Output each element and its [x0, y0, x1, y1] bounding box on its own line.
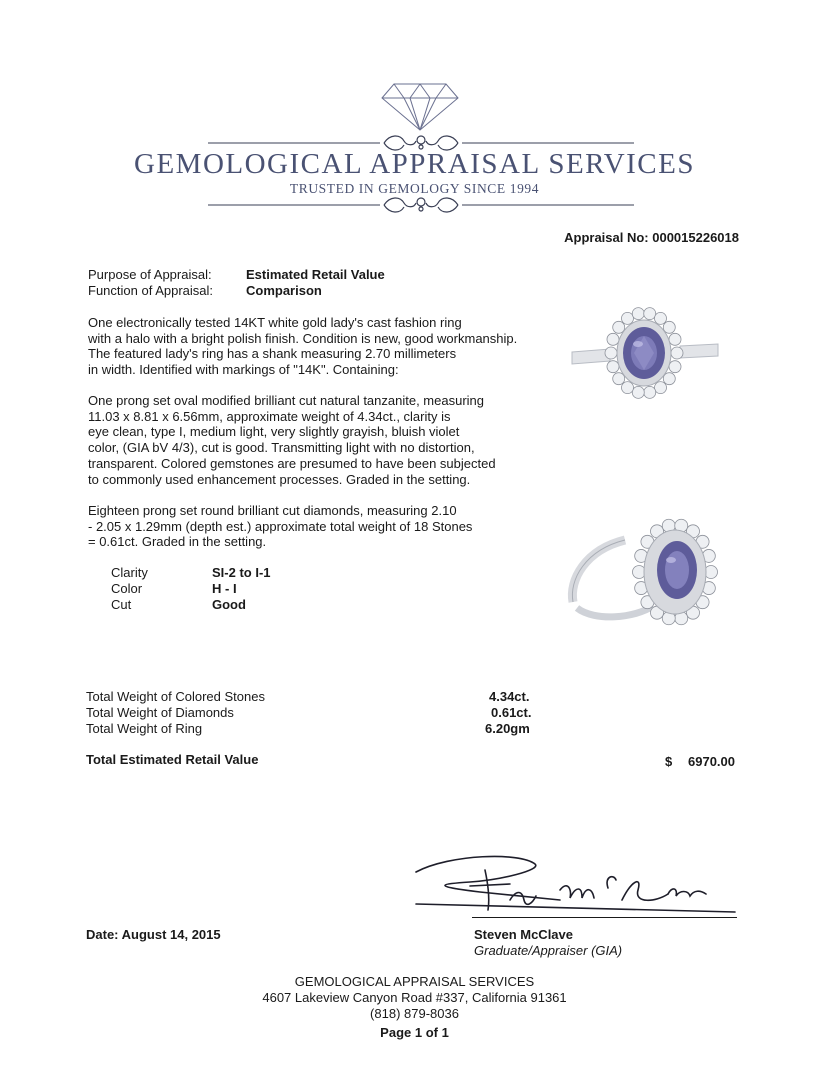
total-diamonds-value: 0.61ct. — [491, 705, 532, 720]
purpose-label: Purpose of Appraisal: — [88, 267, 212, 282]
appraiser-name: Steven McClave — [474, 927, 573, 942]
cut-value: Good — [212, 597, 246, 612]
halo-diamond — [644, 308, 656, 320]
company-tagline: TRUSTED IN GEMOLOGY SINCE 1994 — [289, 181, 540, 196]
function-label: Function of Appraisal: — [88, 283, 214, 298]
cut-label: Cut — [111, 597, 132, 612]
footer-address: 4607 Lakeview Canyon Road #337, California 91361 — [262, 990, 567, 1005]
halo-diamond — [622, 312, 634, 324]
diamond-description — [88, 503, 558, 550]
description-line: transparent. Colored gemstones are presumed to have been subjected — [88, 455, 496, 471]
description-line: - 2.05 x 1.29mm (depth est.) approximate total weight of 18 Stones — [88, 518, 473, 534]
company-logo-name: GEMOLOGICAL APPRAISAL SERVICES — [134, 148, 695, 180]
footer-phone: (818) 879-8036 — [370, 1006, 459, 1021]
ring-top-view-image — [570, 300, 720, 410]
function-value: Comparison — [246, 283, 322, 298]
page-number: Page 1 of 1 — [380, 1025, 449, 1040]
appraiser-title: Graduate/Appraiser (GIA) — [474, 943, 623, 958]
halo-diamond — [607, 333, 619, 345]
total-colored-value: 4.34ct. — [489, 689, 530, 704]
retail-value-label: Total Estimated Retail Value — [86, 752, 259, 767]
diamond-logo-icon — [380, 82, 460, 132]
description-line: in width. Identified with markings of "14K". Containing: — [88, 362, 399, 378]
description-line: color, (GIA bV 4/3), cut is good. Transmitting light with no distortion, — [88, 440, 475, 456]
description-line: 11.03 x 8.81 x 6.56mm, approximate weight of 4.34ct., clarity is — [88, 408, 451, 424]
halo-diamond — [632, 308, 644, 320]
signature-image — [410, 850, 740, 922]
description-line: to commonly used enhancement processes. Graded in the setting. — [88, 471, 471, 487]
appraisal-date: Date: August 14, 2015 — [86, 927, 221, 942]
bottom-flourish-divider — [208, 194, 634, 216]
halo-diamond — [671, 347, 683, 359]
appraisal-number: Appraisal No: 000015226018 — [564, 230, 739, 245]
total-ring-value: 6.20gm — [485, 721, 530, 736]
tanzanite-description — [88, 393, 558, 487]
halo-diamond — [655, 382, 667, 394]
total-diamonds-label: Total Weight of Diamonds — [86, 705, 234, 720]
description-line: The featured lady's ring has a shank measuring 2.70 millimeters — [88, 346, 457, 362]
total-colored-label: Total Weight of Colored Stones — [86, 689, 265, 704]
halo-diamond — [655, 312, 667, 324]
retail-value-amount: 6970.00 — [688, 754, 735, 769]
footer-company: GEMOLOGICAL APPRAISAL SERVICES — [294, 974, 535, 989]
halo-diamond — [669, 333, 681, 345]
description-line: Eighteen prong set round brilliant cut diamonds, measuring 2.10 — [88, 503, 457, 518]
description-line: = 0.61ct. Graded in the setting. — [88, 534, 267, 550]
description-line: One electronically tested 14KT white gold lady's cast fashion ring — [88, 315, 462, 330]
signature-line — [472, 917, 737, 918]
halo-diamond — [644, 386, 656, 398]
clarity-value: SI-2 to I-1 — [212, 565, 271, 580]
ring-side-view-image — [565, 510, 725, 630]
currency-symbol: $ — [665, 754, 673, 769]
description-line: with a halo with a bright polish finish. Condition is new, good workmanship. — [88, 330, 518, 346]
color-value: H - I — [212, 581, 237, 596]
purpose-value: Estimated Retail Value — [246, 267, 385, 282]
ring-description — [88, 315, 558, 378]
halo-diamond — [622, 382, 634, 394]
color-label: Color — [111, 581, 143, 596]
description-line: eye clean, type I, medium light, very slightly grayish, bluish violet — [88, 424, 460, 440]
halo-diamond — [632, 386, 644, 398]
halo-diamond — [607, 361, 619, 373]
clarity-label: Clarity — [111, 565, 148, 580]
description-line: One prong set oval modified brilliant cut natural tanzanite, measuring — [88, 393, 484, 408]
total-ring-label: Total Weight of Ring — [86, 721, 203, 736]
halo-diamond — [605, 347, 617, 359]
halo-diamond — [669, 361, 681, 373]
